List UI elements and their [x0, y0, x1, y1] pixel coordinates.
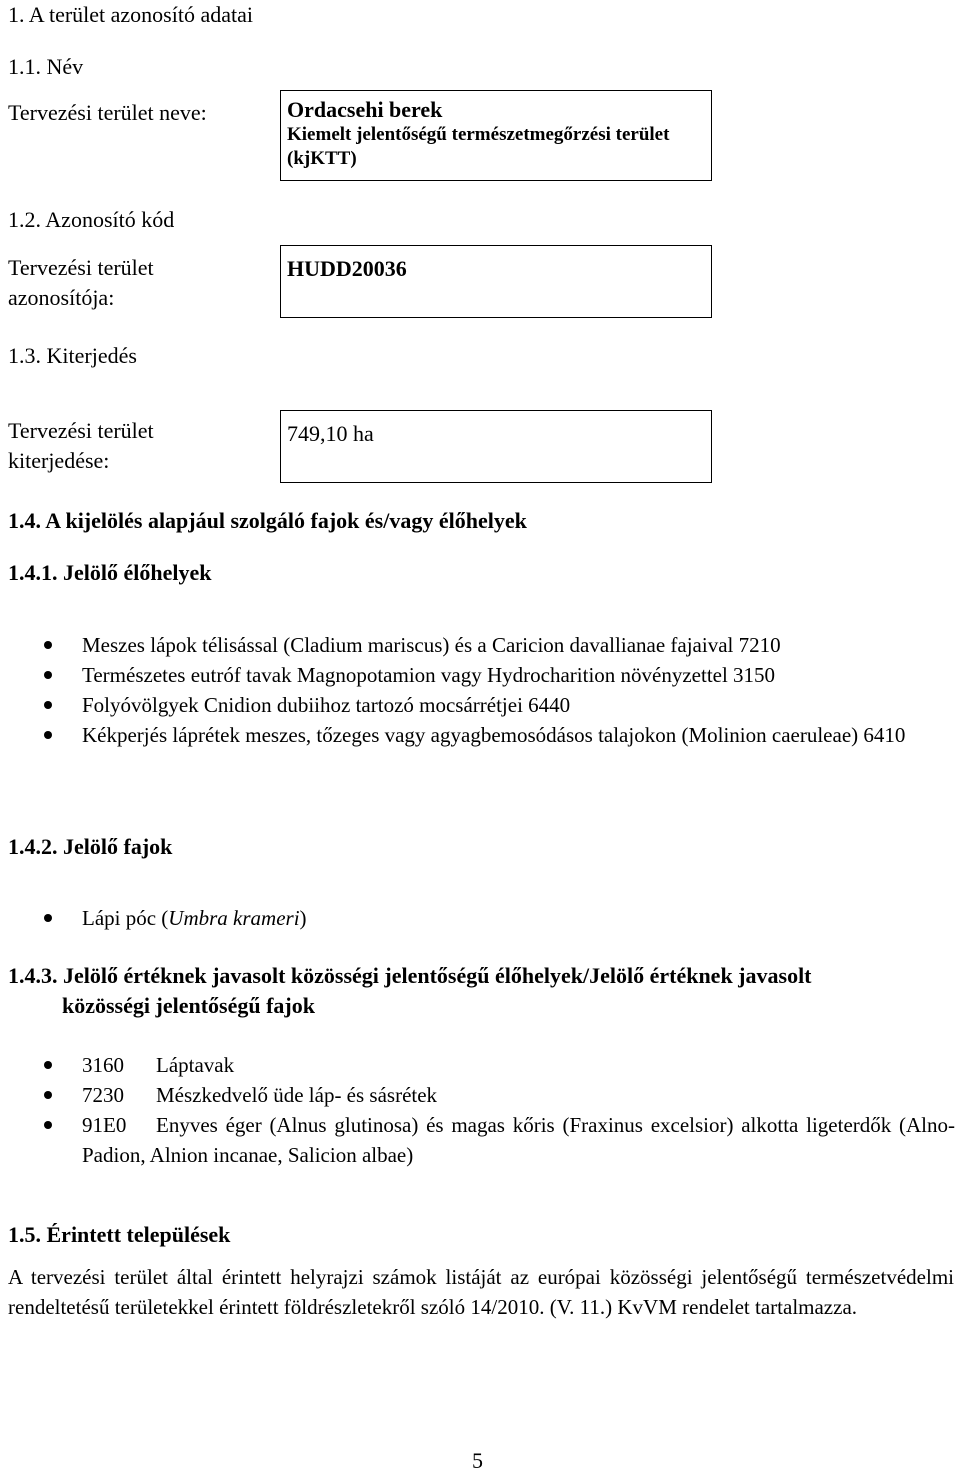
extent-value: 749,10 ha [287, 421, 374, 446]
bullet-icon [44, 1091, 52, 1099]
bullet-icon [44, 1121, 52, 1129]
bullet-icon [44, 671, 52, 679]
proposed-list [0, 1050, 960, 1170]
habitats-list [0, 630, 960, 750]
name-heading: 1.1. Név [8, 54, 84, 79]
extent-label-line1: Tervezési terület [8, 418, 154, 443]
code-label-line1: Tervezési terület [8, 255, 154, 280]
code-value: HUDD20036 [287, 256, 407, 281]
bullet-icon [44, 641, 52, 649]
list-item: 91E0 Enyves éger (Alnus glutinosa) és magas kőris (Fraxinus excelsior) alkotta ligeterdők (Alno-Padion, Alnion incanae, Salicion albae) [0, 1110, 955, 1170]
code-label-line2: azonosítója: [8, 285, 115, 310]
name-value-title: Ordacsehi berek [287, 97, 443, 122]
name-value-cell [280, 90, 712, 181]
bullet-icon [44, 701, 52, 709]
basis-heading: 1.4. A kijelölés alapjául szolgáló fajok és/vagy élőhelyek [8, 508, 527, 533]
list-item: Meszes lápok télisással (Cladium mariscus) és a Caricion davallianae fajaival 7210 [0, 630, 955, 660]
extent-label-cell [0, 410, 280, 482]
code-value-cell [280, 245, 712, 318]
code-label-cell [0, 245, 280, 317]
bullet-icon [44, 731, 52, 739]
species-heading: 1.4.2. Jelölő fajok [8, 834, 173, 859]
list-item: 7230 Mészkedvelő üde láp- és sásrétek [0, 1080, 955, 1110]
species-list [0, 903, 960, 933]
extent-label-line2: kiterjedése: [8, 448, 110, 473]
extent-heading: 1.3. Kiterjedés [8, 343, 137, 368]
list-item: Természetes eutróf tavak Magnopotamion vagy Hydrocharition növényzettel 3150 [0, 660, 955, 690]
list-item: Lápi póc (Umbra krameri) [0, 903, 955, 933]
extent-value-cell [280, 410, 712, 483]
name-label: Tervezési terület neve: [8, 100, 207, 125]
settlements-heading: 1.5. Érintett települések [8, 1222, 231, 1247]
code-heading: 1.2. Azonosító kód [8, 207, 175, 232]
section-heading: 1. A terület azonosító adatai [8, 2, 253, 27]
bullet-icon [44, 1061, 52, 1069]
page-number: 5 [472, 1448, 483, 1473]
proposed-heading: 1.4.3. Jelölő értéknek javasolt közösségi jelentőségű élőhelyek/Jelölő értéknek javasolt közösségi jelentőségű fajok [8, 963, 812, 1018]
settlements-paragraph: A tervezési terület által érintett helyrajzi számok listáját az európai közösségi jelentőségű természetvédelmi rendeltetésű területekkel érintett földrészletekről szóló 14/2010. (V. 11.) KvVM rendelet tartalmazza. [8, 1265, 954, 1319]
name-value-subtitle: Kiemelt jelentőségű természetmegőrzési terület (kjKTT) [287, 124, 670, 169]
list-item: Folyóvölgyek Cnidion dubiihoz tartozó mocsárrétjei 6440 [0, 690, 955, 720]
habitats-heading: 1.4.1. Jelölő élőhelyek [8, 560, 212, 585]
list-item: 3160 Láptavak [0, 1050, 955, 1080]
list-item: Kékperjés láprétek meszes, tőzeges vagy agyagbemosódásos talajokon (Molinion caeruleae) 6410 [0, 720, 955, 750]
name-label-cell [0, 90, 280, 180]
bullet-icon [44, 914, 52, 922]
